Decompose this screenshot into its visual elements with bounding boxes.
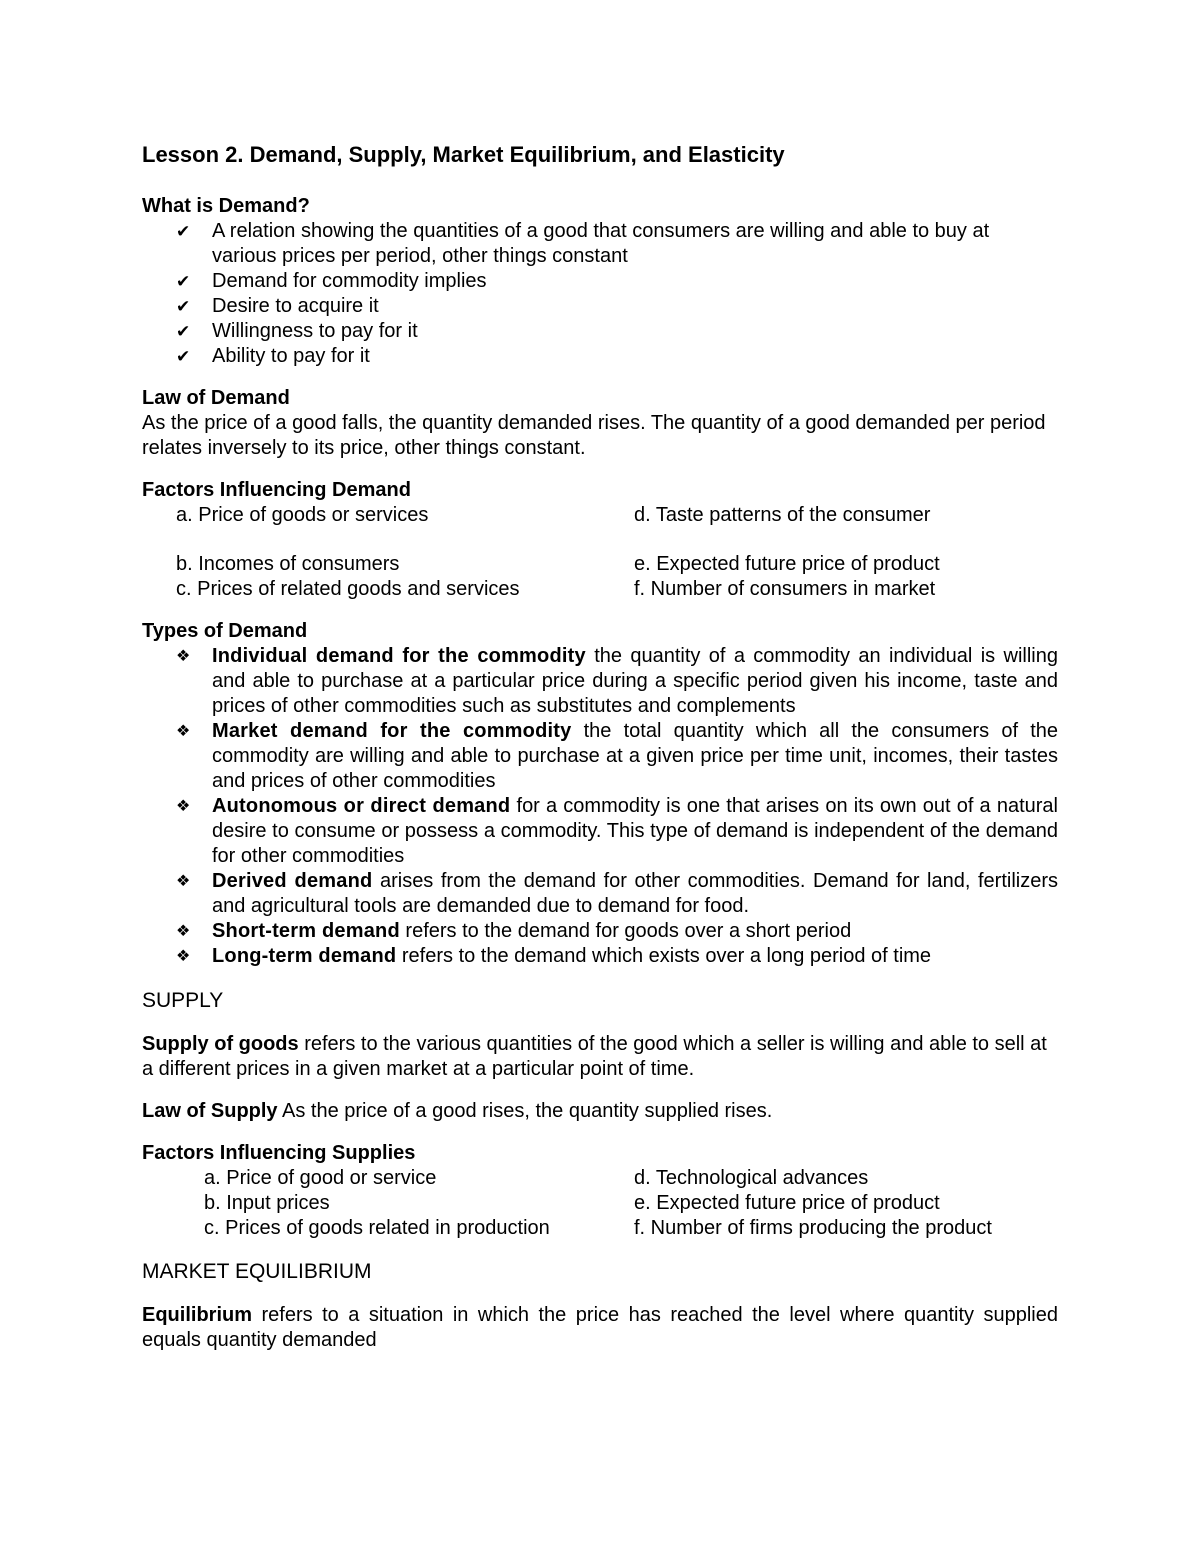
factor-item: e. Expected future price of product — [634, 1192, 940, 1214]
demand-type-item — [212, 869, 1058, 919]
document-page — [142, 140, 1058, 1353]
demand-type-item — [212, 919, 1058, 944]
page-title: Lesson 2. Demand, Supply, Market Equilibrium, and Elasticity — [142, 142, 785, 167]
factor-item: b. Incomes of consumers — [176, 553, 400, 575]
factor-item: f. Number of firms producing the product — [634, 1217, 992, 1239]
demand-type-term: Derived demand — [212, 870, 373, 892]
demand-type-text: the total quantity which all the consumers of the commodity are willing and able to purchase at a given price per time unit, incomes, their tastes and prices of other commodities — [212, 720, 1058, 792]
check-list-item: ✔ Ability to pay for it — [212, 344, 1058, 369]
demand-type-text: arises from the demand for other commodities. Demand for land, fertilizers and agricultural tools are demanded due to demand for food. — [212, 870, 1058, 917]
supply-heading: SUPPLY — [142, 989, 224, 1012]
factors-demand-heading: Factors Influencing Demand — [142, 479, 411, 501]
factors-supply-heading: Factors Influencing Supplies — [142, 1142, 416, 1164]
check-list-item: ✔ Demand for commodity implies — [212, 269, 1058, 294]
demand-type-item — [212, 944, 1058, 969]
demand-type-term: Autonomous or direct demand — [212, 795, 511, 817]
factor-item: b. Input prices — [204, 1192, 330, 1214]
law-of-supply-paragraph — [142, 1099, 1058, 1124]
factor-item: a. Price of goods or services — [176, 504, 429, 526]
market-equilibrium-heading: MARKET EQUILIBRIUM — [142, 1260, 372, 1283]
law-of-demand-text: As the price of a good falls, the quantity demanded rises. The quantity of a good demanded per period relates inversely to its price, other things constant. — [142, 412, 1046, 459]
equilibrium-paragraph — [142, 1303, 1058, 1353]
law-of-supply-text: As the price of a good rises, the quantity supplied rises. — [277, 1100, 773, 1122]
check-list-item: ✔ Desire to acquire it — [212, 294, 1058, 319]
check-list-item: ✔ A relation showing the quantities of a good that consumers are willing and able to buy at various prices per period, other things constant — [212, 219, 1058, 269]
demand-type-term: Individual demand for the commodity — [212, 645, 586, 667]
equilibrium-term: Equilibrium — [142, 1304, 252, 1326]
factor-item: a. Price of good or service — [204, 1167, 437, 1189]
supply-of-goods-text: refers to the various quantities of the good which a seller is willing and able to sell at a different prices in a given market at a particular point of time. — [142, 1033, 1047, 1080]
demand-type-text: for a commodity is one that arises on its own out of a natural desire to consume or possess a commodity. This type of demand is independent of the demand for other commodities — [212, 795, 1058, 867]
equilibrium-text: refers to a situation in which the price has reached the level where quantity supplied equals quantity demanded — [142, 1304, 1058, 1351]
factor-item: d. Technological advances — [634, 1167, 869, 1189]
types-of-demand-heading: Types of Demand — [142, 620, 308, 642]
what-is-demand-heading: What is Demand? — [142, 195, 310, 217]
factor-item: f. Number of consumers in market — [634, 578, 936, 600]
demand-type-item — [212, 644, 1058, 719]
factors-supply-grid — [142, 1166, 1058, 1241]
demand-type-term: Long-term demand — [212, 945, 397, 967]
demand-type-text: refers to the demand which exists over a long period of time — [396, 945, 932, 967]
demand-type-text: the quantity of a commodity an individual is willing and able to purchase at a particular price during a specific period given his income, taste and prices of other commodities such as substitutes and complements — [212, 645, 1058, 717]
supply-of-goods-paragraph — [142, 1032, 1058, 1082]
demand-type-term: Short-term demand — [212, 920, 400, 942]
factor-item: e. Expected future price of product — [634, 553, 940, 575]
law-of-supply-term: Law of Supply — [142, 1100, 278, 1122]
supply-of-goods-term: Supply of goods — [142, 1033, 299, 1055]
demand-type-text: refers to the demand for goods over a short period — [399, 920, 852, 942]
types-of-demand-list — [142, 644, 1058, 969]
factor-item: c. Prices of related goods and services — [176, 578, 520, 600]
demand-type-item — [212, 719, 1058, 794]
factor-item: d. Taste patterns of the consumer — [634, 504, 931, 526]
demand-type-term: Market demand for the commodity — [212, 720, 572, 742]
demand-type-item — [212, 794, 1058, 869]
what-is-demand-list — [142, 219, 1058, 369]
law-of-demand-heading: Law of Demand — [142, 387, 290, 409]
factors-demand-grid — [142, 503, 1058, 602]
check-list-item: ✔ Willingness to pay for it — [212, 319, 1058, 344]
factor-item: c. Prices of goods related in production — [204, 1217, 550, 1239]
